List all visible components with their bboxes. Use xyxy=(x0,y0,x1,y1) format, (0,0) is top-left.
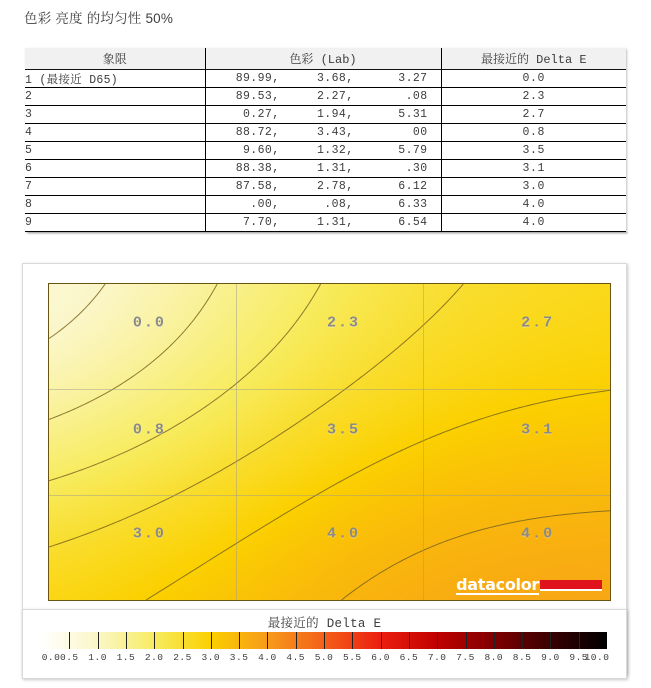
colorbar-tick-label: 0.5 xyxy=(59,652,79,663)
grid-line-horizontal-2 xyxy=(49,495,610,496)
table-shadow xyxy=(28,232,628,235)
cell-lab xyxy=(205,196,441,214)
cell-lab-l: 0.27, xyxy=(242,108,280,121)
cell-lab-a: 2.78, xyxy=(316,180,354,193)
cell-quadrant: 6 xyxy=(25,160,205,178)
colorbar-tick xyxy=(239,632,240,649)
colorbar-tick xyxy=(154,632,155,649)
cell-lab-l: 89.53, xyxy=(235,90,280,103)
colorbar-tick xyxy=(550,632,551,649)
cell-delta-e: 0.0 xyxy=(441,70,626,88)
cell-lab-a: 1.94, xyxy=(316,108,354,121)
colorbar-tick-label: 5.5 xyxy=(342,652,362,663)
grid-line-vertical-1 xyxy=(236,284,237,600)
cell-quadrant: 7 xyxy=(25,178,205,196)
colorbar-tick xyxy=(494,632,495,649)
colorbar-tick-label: 2.5 xyxy=(173,652,192,663)
cell-lab-b: 3.27 xyxy=(398,72,428,85)
cell-delta-e: 0.8 xyxy=(441,124,626,142)
colorbar-tick xyxy=(211,632,212,649)
cell-lab-b: .30 xyxy=(405,162,428,175)
cell-quadrant: 3 xyxy=(25,106,205,124)
legend-title: 最接近的 Delta E xyxy=(267,617,382,631)
quadrant-value-label: 3.1 xyxy=(521,421,555,439)
contour-line xyxy=(49,284,321,481)
colorbar-tick xyxy=(267,632,268,649)
quadrant-value-label: 2.7 xyxy=(521,314,555,332)
cell-lab-b: 6.33 xyxy=(398,198,428,211)
column-header-closest-delta-e: 最接近的 Delta E xyxy=(441,48,626,70)
colorbar-tick-labels xyxy=(41,652,610,666)
colorbar-tick xyxy=(409,632,410,649)
cell-quadrant: 4 xyxy=(25,124,205,142)
colorbar-tick-label: 4.5 xyxy=(286,652,305,663)
cell-lab xyxy=(205,88,441,106)
cell-delta-e: 3.1 xyxy=(441,160,626,178)
colorbar-tick xyxy=(437,632,438,649)
cell-quadrant: 5 xyxy=(25,142,205,160)
colorbar-tick xyxy=(522,632,523,649)
colorbar-tick-label: 10.0 xyxy=(584,652,610,663)
colorbar-tick xyxy=(126,632,127,649)
table-row xyxy=(25,142,626,160)
colorbar-tick-label: 9.0 xyxy=(541,652,560,663)
cell-lab-l: 88.38, xyxy=(235,162,280,175)
cell-lab-l: 9.60, xyxy=(242,144,280,157)
colorbar-tick xyxy=(296,632,297,649)
cell-delta-e: 4.0 xyxy=(441,214,626,232)
cell-delta-e: 3.0 xyxy=(441,178,626,196)
grid-line-vertical-2 xyxy=(423,284,424,600)
cell-quadrant: 8 xyxy=(25,196,205,214)
cell-lab-b: 00 xyxy=(412,126,428,139)
cell-lab xyxy=(205,106,441,124)
colorbar xyxy=(41,632,607,649)
table-row xyxy=(25,88,626,106)
cell-lab xyxy=(205,70,441,88)
page-title: 色彩 亮度 的均匀性 50% xyxy=(24,11,174,26)
cell-lab-l: 88.72, xyxy=(235,126,280,139)
grid-line-horizontal-1 xyxy=(49,389,610,390)
colorbar-tick-label: 7.5 xyxy=(456,652,475,663)
cell-lab-b: 6.12 xyxy=(398,180,428,193)
table-row xyxy=(25,106,626,124)
measurement-table xyxy=(25,48,626,232)
quadrant-value-label: 3.0 xyxy=(132,525,166,543)
datacolor-logo xyxy=(450,575,606,596)
cell-delta-e: 2.7 xyxy=(441,106,626,124)
quadrant-value-label: 0.8 xyxy=(132,421,166,439)
quadrant-value-label: 4.0 xyxy=(327,525,361,543)
column-header-color-lab: 色彩 (Lab) xyxy=(205,48,441,70)
legend-panel xyxy=(22,609,627,679)
measurement-table-panel xyxy=(25,48,626,232)
datacolor-red-bar xyxy=(540,580,602,591)
cell-quadrant: 2 xyxy=(25,88,205,106)
colorbar-tick-label: 3.5 xyxy=(229,652,249,663)
cell-lab-b: 5.31 xyxy=(398,108,428,121)
uniformity-heatmap xyxy=(48,283,611,601)
cell-lab-l: .00, xyxy=(250,198,280,211)
colorbar-tick-label: 1.5 xyxy=(116,652,136,663)
cell-lab-b: 5.79 xyxy=(398,144,428,157)
cell-lab xyxy=(205,124,441,142)
table-row xyxy=(25,124,626,142)
cell-lab-l: 89.99, xyxy=(235,72,280,85)
cell-lab xyxy=(205,160,441,178)
cell-delta-e: 2.3 xyxy=(441,88,626,106)
contour-line xyxy=(49,284,463,547)
colorbar-tick xyxy=(183,632,184,649)
cell-lab xyxy=(205,178,441,196)
colorbar-tick-label: 6.0 xyxy=(371,652,390,663)
cell-lab-b: .08 xyxy=(405,90,428,103)
table-row xyxy=(25,70,626,88)
cell-lab-l: 7.70, xyxy=(242,216,280,229)
contour-line xyxy=(49,284,217,419)
table-row xyxy=(25,196,626,214)
colorbar-tick-label: 2.0 xyxy=(144,652,164,663)
colorbar-tick-label: 9.5 xyxy=(569,652,588,663)
colorbar-tick-label: 8.0 xyxy=(484,652,504,663)
colorbar-tick xyxy=(352,632,353,649)
colorbar-tick-label: 6.5 xyxy=(399,652,419,663)
table-row xyxy=(25,178,626,196)
cell-lab xyxy=(205,142,441,160)
cell-lab-a: 2.27, xyxy=(316,90,354,103)
cell-delta-e: 3.5 xyxy=(441,142,626,160)
cell-lab-a: .08, xyxy=(324,198,354,211)
table-row xyxy=(25,160,626,178)
cell-lab-a: 1.31, xyxy=(316,216,354,229)
quadrant-value-label: 3.5 xyxy=(327,421,361,439)
colorbar-tick xyxy=(69,632,70,649)
column-header-quadrant: 象限 xyxy=(25,48,205,70)
cell-lab-b: 6.54 xyxy=(398,216,428,229)
table-header-row xyxy=(25,48,626,70)
datacolor-wordmark: datacolor xyxy=(456,575,539,594)
cell-lab-a: 3.68, xyxy=(316,72,354,85)
colorbar-tick xyxy=(579,632,580,649)
colorbar-tick-label: 4.0 xyxy=(258,652,277,663)
cell-lab-a: 3.43, xyxy=(316,126,354,139)
cell-lab-a: 1.31, xyxy=(316,162,354,175)
colorbar-tick-label: 0.0 xyxy=(41,652,61,663)
quadrant-value-label: 4.0 xyxy=(521,525,555,543)
colorbar-tick xyxy=(381,632,382,649)
colorbar-tick xyxy=(324,632,325,649)
colorbar-tick xyxy=(466,632,467,649)
cell-lab-l: 87.58, xyxy=(235,180,280,193)
table-row xyxy=(25,214,626,232)
cell-delta-e: 4.0 xyxy=(441,196,626,214)
contour-lines xyxy=(49,284,610,600)
colorbar-tick-label: 3.0 xyxy=(201,652,221,663)
cell-quadrant: 9 xyxy=(25,214,205,232)
quadrant-value-label: 2.3 xyxy=(327,314,361,332)
contour-line xyxy=(49,284,105,339)
colorbar-tick xyxy=(98,632,99,649)
colorbar-tick-label: 7.0 xyxy=(427,652,447,663)
colorbar-tick-label: 1.0 xyxy=(88,652,107,663)
cell-lab xyxy=(205,214,441,232)
colorbar-tick-label: 8.5 xyxy=(512,652,532,663)
cell-quadrant: 1 (最接近 D65) xyxy=(25,70,205,88)
quadrant-value-label: 0.0 xyxy=(132,314,166,332)
colorbar-tick-label: 5.0 xyxy=(314,652,334,663)
cell-lab-a: 1.32, xyxy=(316,144,354,157)
